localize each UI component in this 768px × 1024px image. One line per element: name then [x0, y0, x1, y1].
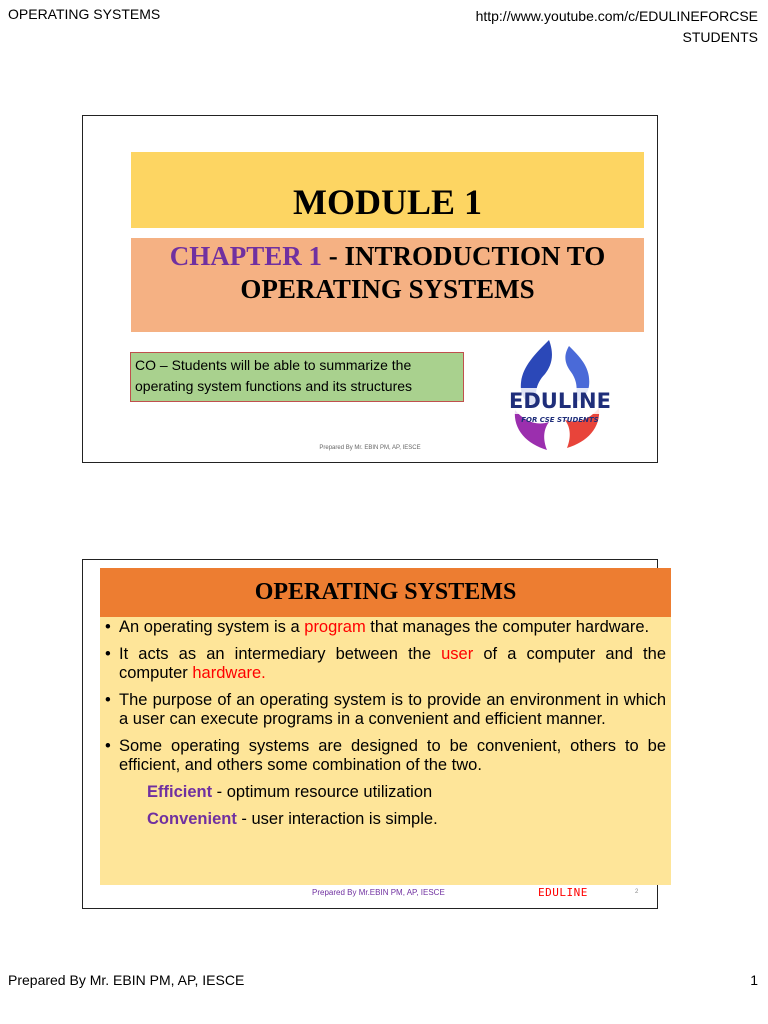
slide-operating-systems: [82, 559, 666, 909]
page-number: 1: [750, 972, 758, 988]
logo-text: EDULINE: [509, 389, 611, 413]
slide2-brand: EDULINE: [538, 886, 588, 899]
module-banner: [131, 152, 644, 228]
page-header-title: OPERATING SYSTEMS: [8, 6, 161, 22]
sub-item-convenient: Convenient - user interaction is simple.: [147, 810, 438, 828]
bullet-item: • It acts as an intermediary between the user of a computer and the computer hardware.: [105, 645, 666, 682]
bullet-item: • An operating system is a program that manages the computer hardware.: [105, 618, 650, 636]
chapter-title-line-1: [131, 240, 644, 273]
course-outcome-box: CO – Students will be able to summarize the operating system functions and its structures: [130, 352, 464, 402]
bullet-item: • The purpose of an operating system is to provide an environment in which a user can execute programs in a convenient and efficient manner.: [105, 691, 666, 728]
url-line-1: http://www.youtube.com/c/EDULINEFORCSE: [475, 8, 758, 24]
page-footer-author: Prepared By Mr. EBIN PM, AP, IESCE: [8, 972, 245, 988]
bullet-item: • Some operating systems are designed to be convenient, others to be efficient, and others some combination of the two.: [105, 737, 666, 774]
eduline-logo: [477, 332, 643, 458]
logo-subtext: FOR CSE STUDENTS: [521, 416, 599, 424]
url-line-2: STUDENTS: [682, 29, 758, 45]
page-header-url[interactable]: [476, 6, 758, 48]
os-slide-title: OPERATING SYSTEMS: [100, 568, 671, 617]
chapter-banner: [131, 238, 644, 332]
highlight-user: user: [441, 645, 474, 663]
slide2-number: 2: [635, 889, 639, 895]
slide-module-title: [82, 115, 658, 463]
slide1-prepared-by: Prepared By Mr. EBIN PM, AP, IESCE: [319, 445, 421, 451]
highlight-program: program: [304, 618, 366, 636]
eduline-logo-graphic: [477, 332, 643, 458]
os-slide-footer: [83, 886, 657, 906]
os-slide-body: [100, 617, 671, 885]
chapter-title-line-2: OPERATING SYSTEMS: [240, 274, 535, 304]
chapter-title-part1: - INTRODUCTION TO: [321, 241, 606, 271]
highlight-hardware: hardware.: [192, 664, 266, 682]
sub-item-efficient: Efficient - optimum resource utilization: [147, 783, 433, 801]
module-title: MODULE 1: [293, 182, 482, 222]
chapter-label: CHAPTER 1: [169, 241, 322, 271]
slide2-prepared-by: Prepared By Mr.EBIN PM, AP, IESCE: [312, 888, 445, 897]
